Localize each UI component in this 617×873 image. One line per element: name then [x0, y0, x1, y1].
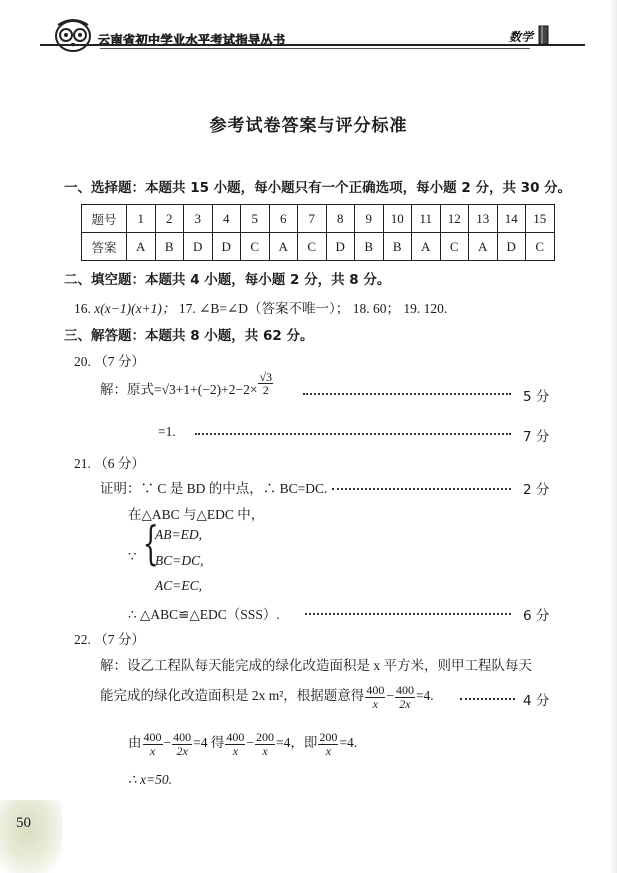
page-number-background: [0, 800, 62, 873]
fraction-numerator: 200: [319, 730, 338, 744]
q20-line2: =1.: [158, 424, 176, 439]
fraction-denominator: x: [325, 743, 332, 758]
q20-label: 20. （7 分）: [74, 354, 145, 369]
table-cell: A: [269, 233, 298, 261]
q21-line2: 在△ABC 与△EDC 中，: [128, 507, 265, 522]
series-title: 云南省初中学业水平考试指导丛书: [98, 33, 286, 47]
table-cell: B: [383, 233, 412, 261]
fraction: [365, 684, 385, 710]
q22-eq1-rhs: =4.: [415, 688, 434, 704]
table-cell: 11: [412, 205, 441, 233]
q18-answer: 18. 60；: [352, 301, 400, 316]
table-cell: 5: [241, 205, 270, 233]
q20-score2: 7 分: [523, 429, 550, 445]
table-cell: D: [326, 233, 355, 261]
fraction-numerator: 400: [226, 730, 245, 744]
table-cell: 12: [440, 205, 469, 233]
condition-1: AB=ED,: [155, 527, 202, 542]
q21-score1: 2 分: [523, 482, 550, 498]
sqrt3-over-2: [258, 371, 273, 397]
q20-expression: √3+1+(−2)+2−2×: [161, 382, 258, 397]
table-header-cell: 答案: [82, 233, 127, 261]
table-cell: B: [355, 233, 384, 261]
table-cell: 10: [383, 205, 412, 233]
fraction-numerator: 200: [256, 730, 274, 744]
table-cell: D: [212, 233, 241, 261]
section2-heading: 二、填空题：本题共 4 小题，每小题 2 分，共 8 分。: [64, 272, 391, 288]
fraction-denominator: 2x: [399, 696, 411, 711]
condition-2: BC=DC,: [155, 553, 204, 568]
q22-line2-text: 能完成的绿化改造面积是 2x m²，根据题意得: [100, 688, 365, 704]
table-cell: 3: [184, 205, 213, 233]
q21-conclusion: ∴ △ABC≌△EDC（SSS）.: [128, 607, 280, 622]
section1-heading: 一、选择题：本题共 15 小题，每小题只有一个正确选项，每小题 2 分，共 30 分。: [64, 180, 572, 196]
left-brace: {: [142, 516, 159, 570]
fraction: [318, 731, 338, 757]
q21-score2: 6 分: [523, 608, 550, 624]
page-title: 参考试卷答案与评分标准: [209, 116, 408, 136]
table-cell: 13: [469, 205, 498, 233]
table-cell: A: [469, 233, 498, 261]
because-symbol: ∵: [128, 549, 137, 564]
q20-score1: 5 分: [523, 389, 550, 405]
table-cell: C: [526, 233, 555, 261]
fraction-denominator: x: [372, 696, 378, 711]
q22-score1: 4 分: [523, 693, 550, 709]
q16-number: 16.: [74, 301, 91, 316]
q22-line2: 能完成的绿化改造面积是 2x m²，根据题意得 $\frac{400}{x}$ − $\frac{400}{2x}$ =4.: [100, 683, 434, 711]
answer-table: [81, 204, 555, 261]
fraction: [172, 731, 192, 757]
fraction: [143, 731, 163, 757]
page-number: 50: [16, 815, 31, 831]
table-cell: C: [440, 233, 469, 261]
dot-leader: [303, 393, 511, 395]
q19-answer: 19. 120.: [403, 301, 448, 316]
fraction: [255, 731, 275, 757]
fraction-denominator: 2x: [176, 743, 188, 758]
section3-heading: 三、解答题：本题共 8 小题，共 62 分。: [64, 328, 314, 344]
q22-you: 由: [128, 735, 142, 751]
table-cell: D: [497, 233, 526, 261]
table-cell: 6: [269, 205, 298, 233]
q21-line1: 证明：∵ C 是 BD 的中点，∴ BC=DC.: [100, 481, 328, 496]
table-cell: 2: [155, 205, 184, 233]
q17-answer: 17. ∠B=∠D（答案不唯一）；: [178, 301, 350, 316]
q22-rhs3: =4.: [339, 735, 358, 751]
fraction-denominator: x: [232, 743, 239, 758]
condition-3: AC=EC,: [155, 578, 202, 593]
table-cell: 9: [355, 205, 384, 233]
q21-label: 21. （6 分）: [74, 456, 145, 471]
subject-label: 数学: [509, 30, 534, 44]
fraction-numerator: 400: [143, 730, 162, 744]
table-header-cell: 题号: [82, 205, 127, 233]
q22-rhs2: =4，即: [276, 735, 318, 751]
table-row-answers: [82, 233, 555, 261]
page-edge-shadow: [609, 0, 617, 873]
fraction-numerator: √3: [259, 369, 273, 384]
table-cell: 1: [127, 205, 156, 233]
header-rule-thin: [100, 48, 530, 49]
q20-prefix: 解：原式=: [100, 382, 162, 397]
fraction-denominator: x: [149, 743, 156, 758]
fraction-numerator: 400: [366, 683, 385, 697]
table-cell: B: [155, 233, 184, 261]
q22-rhs1: =4 得: [193, 735, 225, 751]
table-cell: C: [298, 233, 327, 261]
table-cell: A: [412, 233, 441, 261]
table-cell: A: [127, 233, 156, 261]
q22-line3: 由 $\frac{400}{x}$ − $\frac{400}{2x}$ =4 得 $\frac{400}{x}$ − $\frac{200}{x}$ =4，即 $\frac{200}{x}$ =4.: [128, 730, 358, 758]
owl-logo-icon: [50, 17, 96, 53]
q22-label: 22. （7 分）: [74, 632, 145, 647]
fraction-numerator: 400: [173, 730, 192, 744]
fraction: [395, 684, 415, 710]
table-cell: D: [184, 233, 213, 261]
q22-line4: ∴ x=50.: [128, 772, 172, 787]
q16-answer: x(x−1)(x+1)；: [94, 301, 176, 316]
table-row-numbers: [82, 205, 555, 233]
dot-leader: [460, 698, 515, 700]
table-cell: 15: [526, 205, 555, 233]
fraction: [225, 731, 245, 757]
dot-leader: [195, 433, 511, 435]
book-icon: [538, 24, 550, 46]
q20-line1: [100, 369, 274, 398]
fraction-numerator: 400: [395, 683, 414, 697]
fraction-denominator: x: [262, 743, 268, 758]
table-cell: C: [241, 233, 270, 261]
dot-leader: [305, 613, 511, 615]
table-cell: 7: [298, 205, 327, 233]
table-cell: 4: [212, 205, 241, 233]
fill-in-answers: [74, 297, 447, 317]
table-cell: 14: [497, 205, 526, 233]
table-cell: 8: [326, 205, 355, 233]
q22-line1: 解：设乙工程队每天能完成的绿化改造面积是 x 平方米，则甲工程队每天: [100, 658, 532, 673]
fraction-denominator: 2: [262, 383, 269, 398]
dot-leader: [332, 488, 511, 490]
